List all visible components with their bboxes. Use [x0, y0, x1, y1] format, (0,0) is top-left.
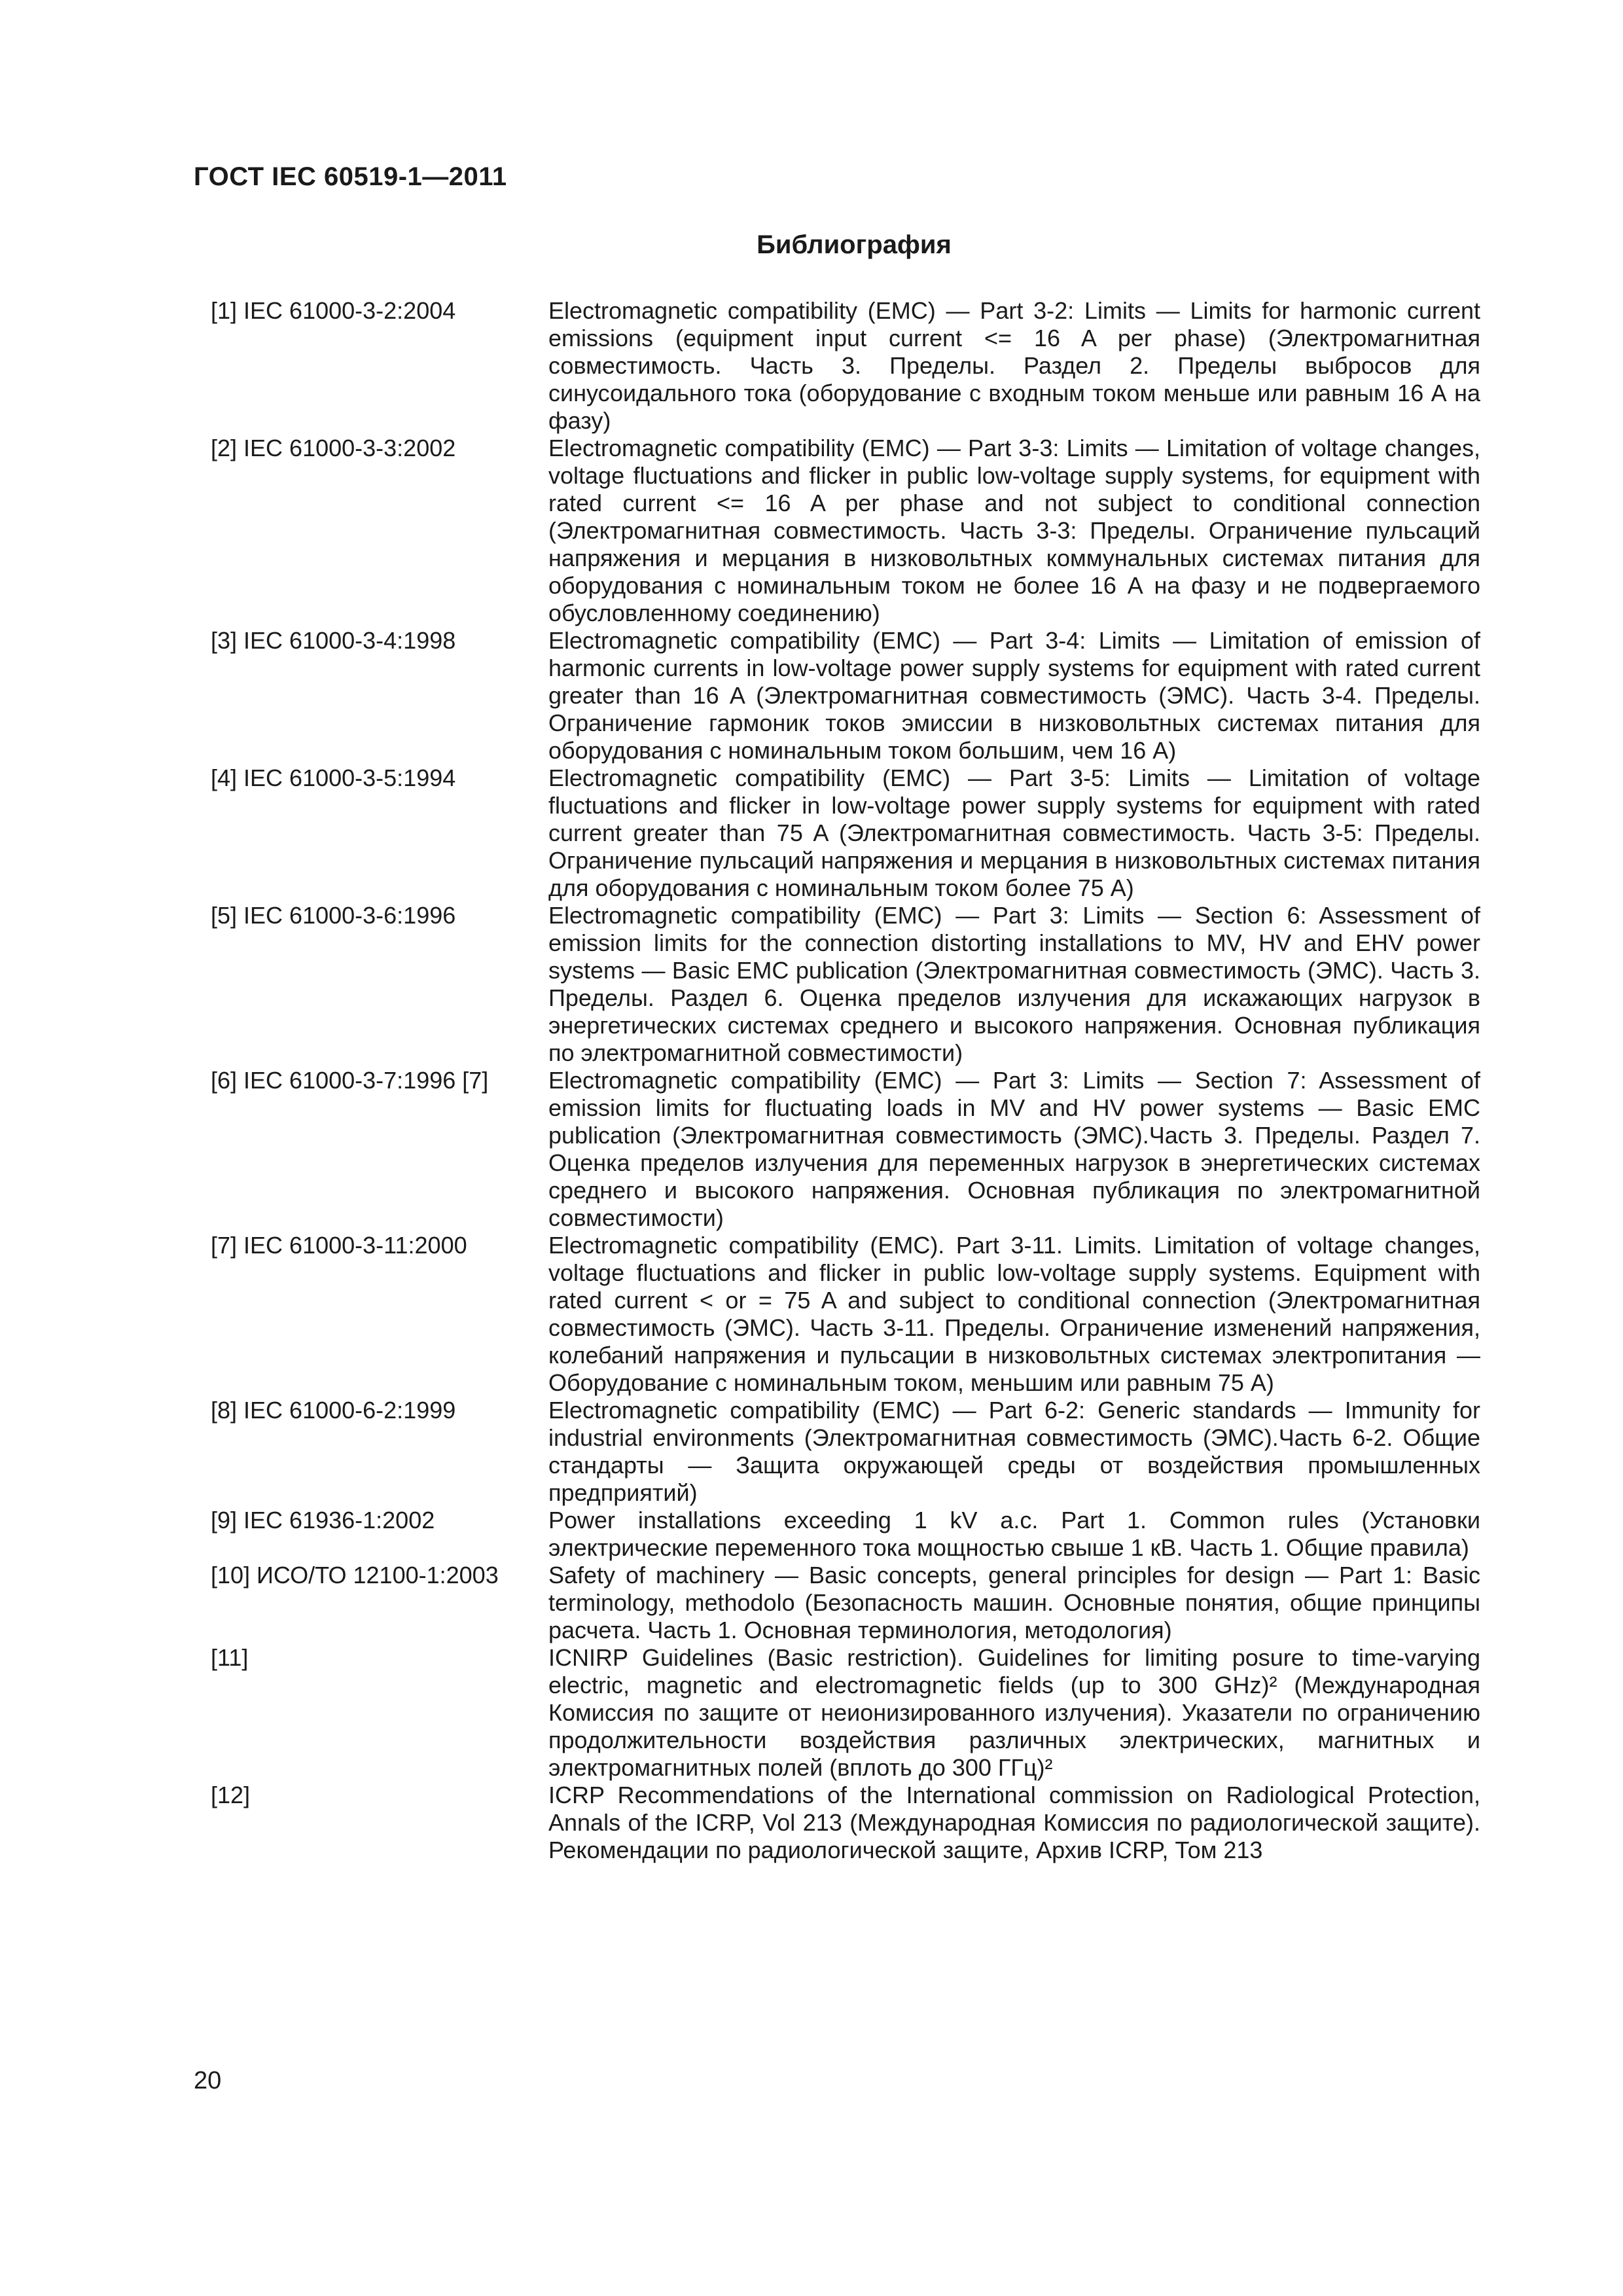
bibliography-ref: [12]	[211, 1782, 251, 1808]
bibliography-entry	[211, 1507, 1480, 1562]
bibliography-ref: [11]	[211, 1644, 249, 1671]
page-number: 20	[194, 2067, 222, 2094]
bibliography-entry	[211, 1782, 1480, 1864]
bibliography-ref: [1] IEC 61000-3-2:2004	[211, 297, 456, 324]
bibliography-entry	[211, 627, 1480, 764]
document-code-header: ГОСТ IEC 60519-1—2011	[194, 162, 507, 191]
bibliography-ref: [10] ИСО/ТО 12100-1:2003	[211, 1562, 499, 1588]
bibliography-text: Electromagnetic compatibility (EMC) — Part 6-2: Generic standards — Immunity for industrial environments (Электромагнитная совместимость (ЭМС).Часть 6-2. Общие стандарты — Защита окружающей среды от воздействия промышленных предприятий)	[548, 1397, 1480, 1506]
bibliography-ref: [2] IEC 61000-3-3:2002	[211, 435, 456, 461]
bibliography-ref: [4] IEC 61000-3-5:1994	[211, 764, 456, 791]
bibliography-text: Electromagnetic compatibility (EMC) — Part 3-2: Limits — Limits for harmonic current emissions (equipment input current <= 16 A per phase) (Электромагнитная совместимость. Часть 3. Пределы. Раздел 2. Пределы выбросов для синусоидального тока (оборудование с входным током меньше или равным 16 А на фазу)	[548, 297, 1480, 434]
bibliography-entry	[211, 1232, 1480, 1397]
bibliography-entry	[211, 764, 1480, 902]
bibliography-ref: [5] IEC 61000-3-6:1996	[211, 902, 456, 929]
bibliography-list	[211, 297, 1480, 1864]
bibliography-ref: [8] IEC 61000-6-2:1999	[211, 1397, 456, 1424]
bibliography-text: Safety of machinery — Basic concepts, general principles for design — Part 1: Basic terminology, methodolo (Безопасность машин. Основные понятия, общие принципы расчета. Часть 1. Основная терминология, методология)	[548, 1562, 1480, 1643]
bibliography-entry	[211, 1562, 1480, 1644]
bibliography-entry	[211, 902, 1480, 1067]
bibliography-text: Electromagnetic compatibility (EMC) — Part 3: Limits — Section 6: Assessment of emission limits for the connection distorting installations to MV, HV and EHV power systems — Basic EMC publication (Электромагнитная совместимость (ЭМС). Часть 3. Пределы. Раздел 6. Оценка пределов излучения для искажающих нагрузок в энергетических системах среднего и высокого напряжения. Основная публикация по электромагнитной совместимости)	[548, 902, 1480, 1066]
bibliography-text: ICNIRP Guidelines (Basic restriction). Guidelines for limiting posure to time-varying electric, magnetic and electromagnetic fields (up to 300 GHz)² (Международная Комиссия по защите от неионизированного излучения). Указатели по ограничению продолжительности воздействия различных электрических, магнитных и электромагнитных полей (вплоть до 300 ГГц)²	[548, 1644, 1480, 1781]
bibliography-entry	[211, 297, 1480, 435]
bibliography-text: Electromagnetic compatibility (EMC) — Part 3-4: Limits — Limitation of emission of harmonic currents in low-voltage power supply systems for equipment with rated current greater than 16 A (Электромагнитная совместимость (ЭМС). Часть 3-4. Пределы. Ограничение гармоник токов эмиссии в низковольтных системах питания для оборудования с номинальным током большим, чем 16 А)	[548, 627, 1480, 764]
bibliography-title: Библиография	[757, 230, 952, 259]
bibliography-entry	[211, 1067, 1480, 1232]
bibliography-entry	[211, 435, 1480, 627]
bibliography-entry	[211, 1644, 1480, 1782]
bibliography-ref: [3] IEC 61000-3-4:1998	[211, 627, 456, 654]
bibliography-text: ICRP Recommendations of the International commission on Radiological Protection, Annals of the ICRP, Vol 213 (Международная Комиссия по радиологической защите). Рекомендации по радиологической защите, Архив ICRP, Том 213	[548, 1782, 1480, 1863]
bibliography-text: Electromagnetic compatibility (EMC). Part 3-11. Limits. Limitation of voltage changes, voltage fluctuations and flicker in public low-voltage supply systems. Equipment with rated current < or = 75 A and subject to conditional connection (Электромагнитная совместимость (ЭМС). Часть 3-11. Пределы. Ограничение изменений напряжения, колебаний напряжения и пульсации в низковольтных системах электропитания — Оборудование с номинальным током, меньшим или равным 75 А)	[548, 1232, 1480, 1396]
bibliography-text: Electromagnetic compatibility (EMC) — Part 3-3: Limits — Limitation of voltage changes, voltage fluctuations and flicker in public low-voltage supply systems, for equipment with rated current <= 16 A per phase and not subject to conditional connection (Электромагнитная совместимость. Часть 3-3: Пределы. Ограничение пульсаций напряжения и мерцания в низковольтных коммунальных системах питания для оборудования с номинальным током не более 16 А на фазу и не подвергаемого обусловленному соединению)	[548, 435, 1480, 626]
bibliography-ref: [7] IEC 61000-3-11:2000	[211, 1232, 467, 1259]
bibliography-text: Electromagnetic compatibility (EMC) — Part 3: Limits — Section 7: Assessment of emission limits for fluctuating loads in MV and HV power systems — Basic EMC publication (Электромагнитная совместимость (ЭМС).Часть 3. Пределы. Раздел 7. Оценка пределов излучения для переменных нагрузок в энергетических системах среднего и высокого напряжения. Основная публикация по электромагнитной совместимости)	[548, 1067, 1480, 1231]
bibliography-ref: [6] IEC 61000-3-7:1996 [7]	[211, 1067, 489, 1094]
bibliography-entry	[211, 1397, 1480, 1507]
bibliography-text: Electromagnetic compatibility (EMC) — Part 3-5: Limits — Limitation of voltage fluctuations and flicker in low-voltage power supply systems for equipment with rated current greater than 75 A (Электромагнитная совместимость. Часть 3-5: Пределы. Ограничение пульсаций напряжения и мерцания в низковольтных системах питания для оборудования с номинальным током более 75 А)	[548, 764, 1480, 901]
bibliography-ref: [9] IEC 61936-1:2002	[211, 1507, 435, 1534]
bibliography-text: Power installations exceeding 1 kV a.c. Part 1. Common rules (Установки электрические переменного тока мощностью свыше 1 кВ. Часть 1. Общие правила)	[548, 1507, 1480, 1561]
